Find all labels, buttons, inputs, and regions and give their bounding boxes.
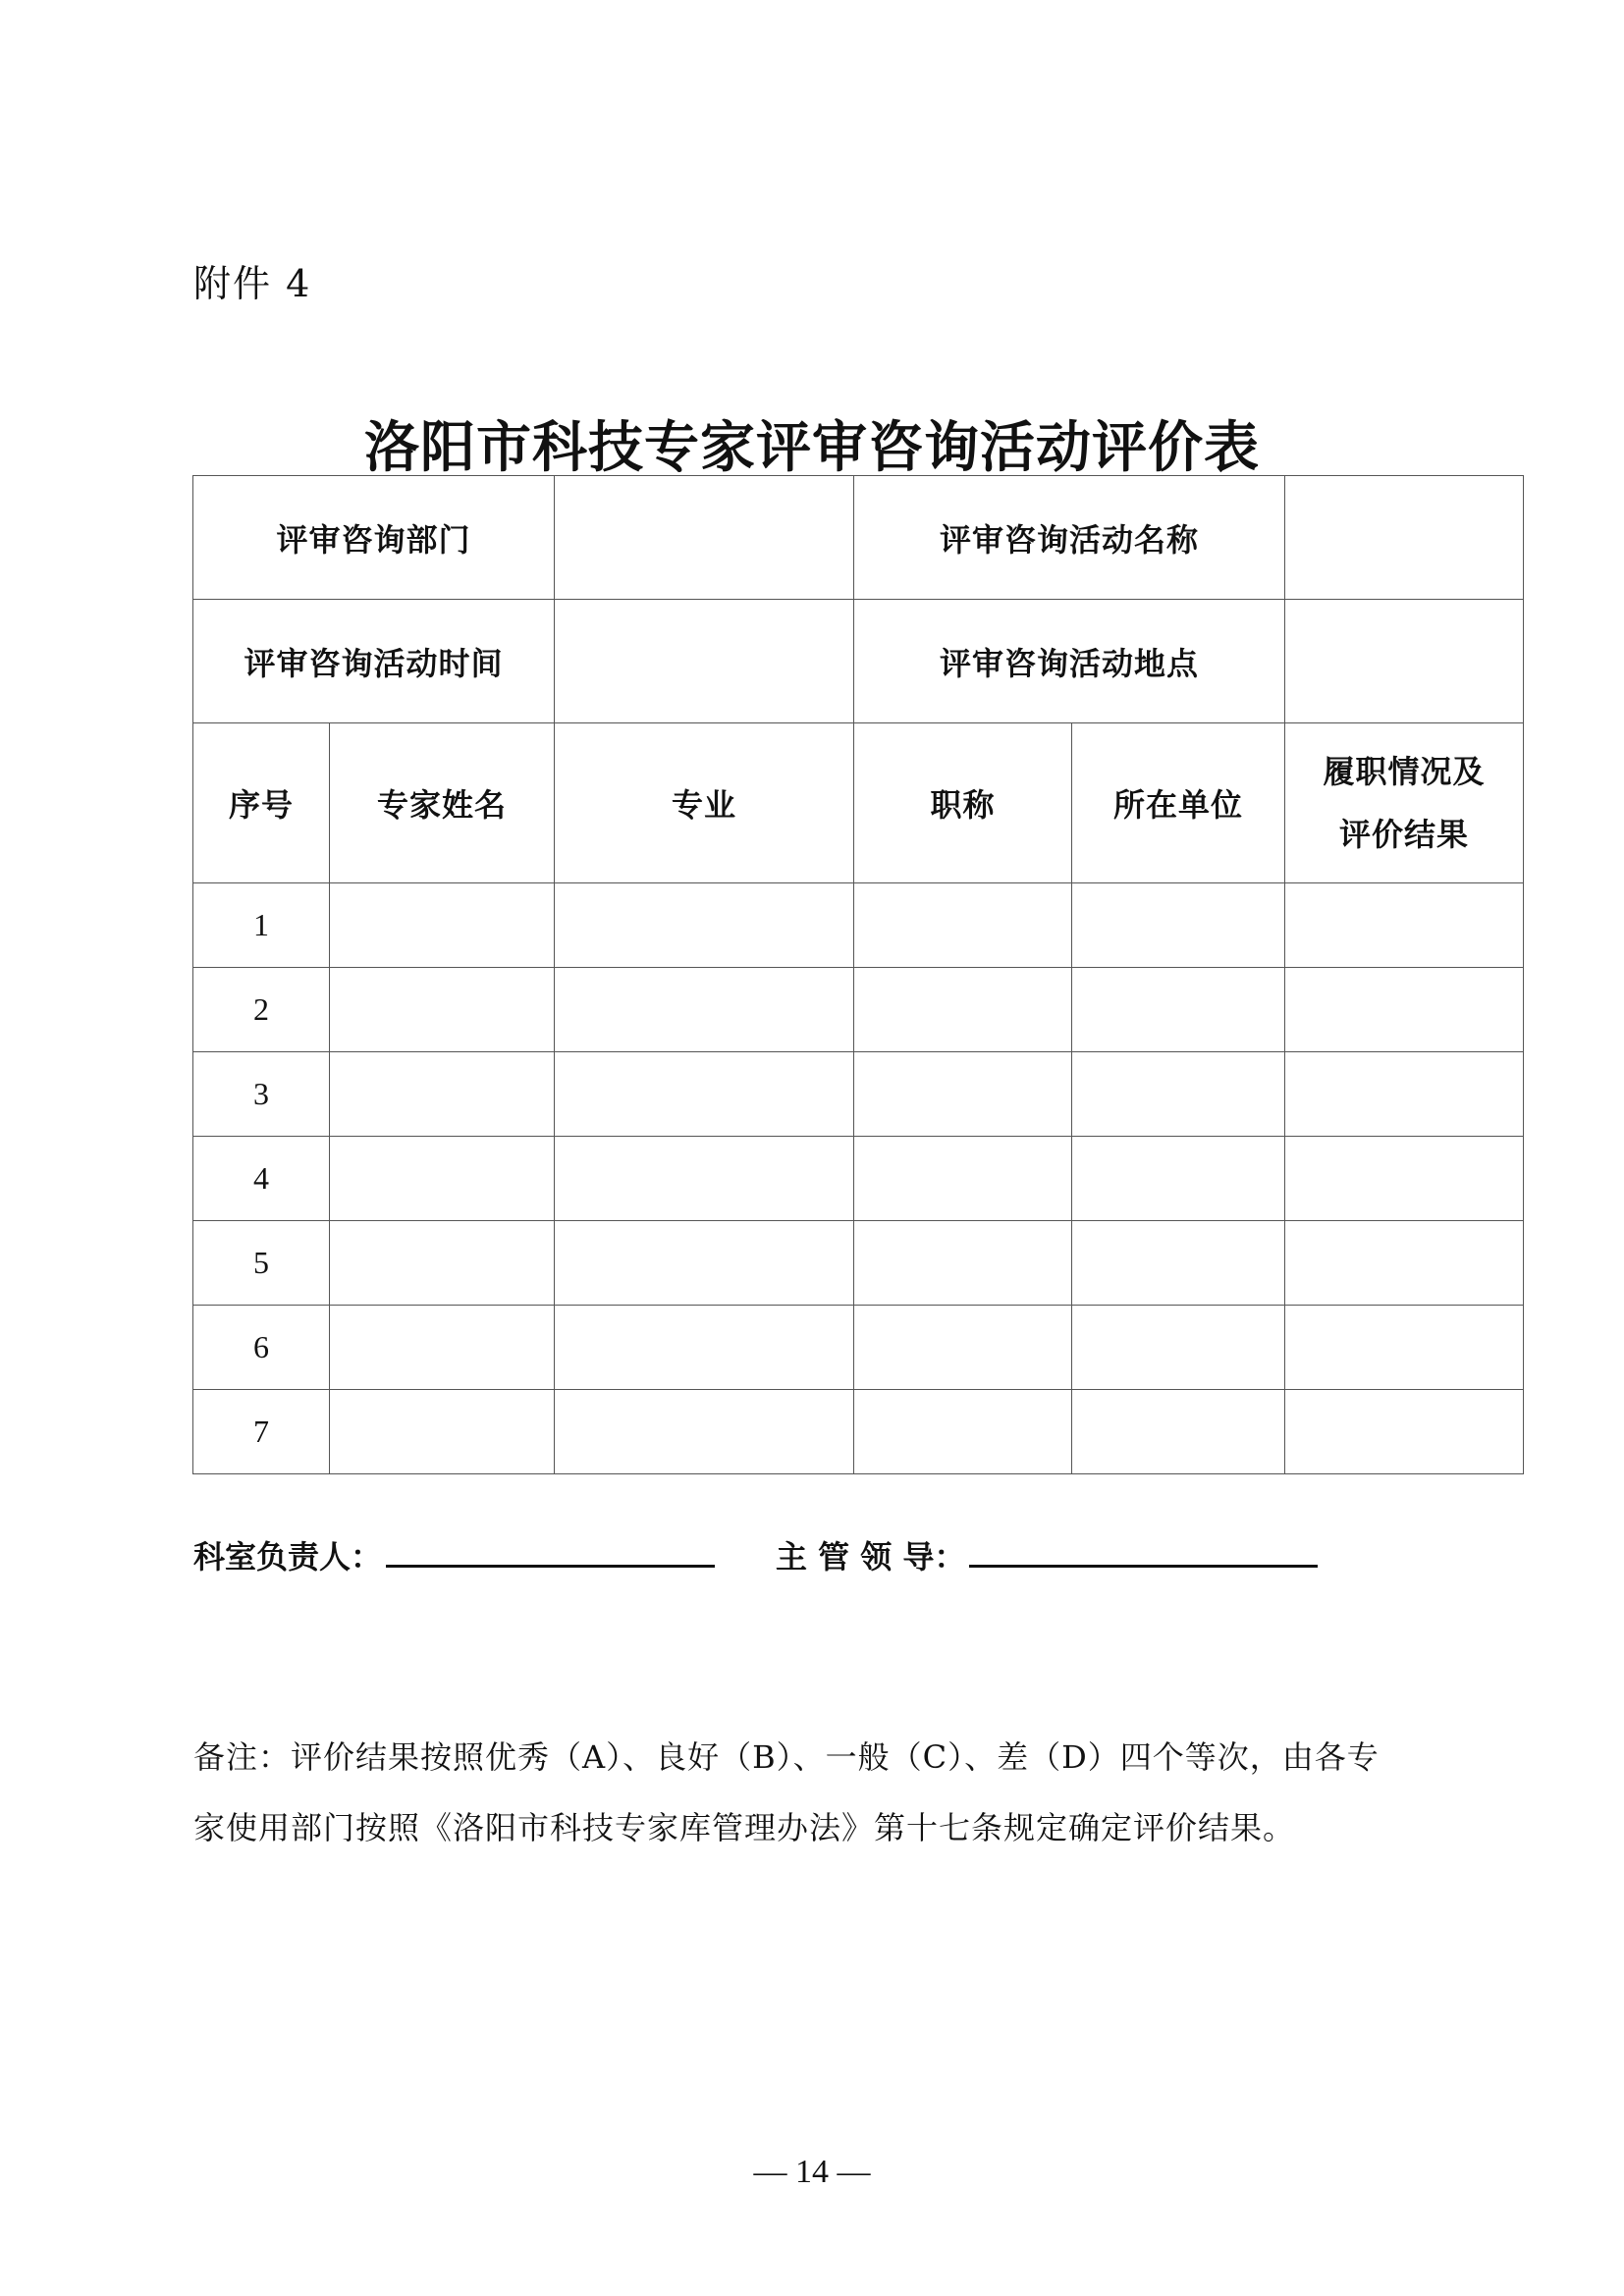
major-cell[interactable] xyxy=(555,883,854,968)
evaluation-cell[interactable] xyxy=(1285,968,1524,1052)
header-evaluation-line2: 评价结果 xyxy=(1339,816,1470,853)
department-label: 评审咨询部门 xyxy=(193,476,555,600)
major-cell[interactable] xyxy=(555,1390,854,1474)
title-cell[interactable] xyxy=(854,1390,1072,1474)
department-value[interactable] xyxy=(555,476,854,600)
expert-name-cell[interactable] xyxy=(330,968,555,1052)
major-cell[interactable] xyxy=(555,968,854,1052)
row-index: 7 xyxy=(193,1390,330,1474)
unit-cell[interactable] xyxy=(1072,1052,1285,1137)
expert-name-cell[interactable] xyxy=(330,1052,555,1137)
leader-signature-line[interactable] xyxy=(969,1531,1318,1568)
title-cell[interactable] xyxy=(854,883,1072,968)
activity-name-label: 评审咨询活动名称 xyxy=(854,476,1285,600)
header-major: 专业 xyxy=(555,723,854,883)
evaluation-table xyxy=(192,475,1524,1474)
table-row xyxy=(193,883,1524,968)
evaluation-cell[interactable] xyxy=(1285,1221,1524,1306)
header-title: 职称 xyxy=(854,723,1072,883)
activity-place-label: 评审咨询活动地点 xyxy=(854,600,1285,723)
attachment-label: 附件 4 xyxy=(193,262,312,305)
row-index: 2 xyxy=(193,968,330,1052)
info-row-time xyxy=(193,600,1524,723)
header-expert-name: 专家姓名 xyxy=(330,723,555,883)
column-header-row xyxy=(193,723,1524,883)
section-head-signature-line[interactable] xyxy=(386,1531,715,1568)
major-cell[interactable] xyxy=(555,1221,854,1306)
major-cell[interactable] xyxy=(555,1052,854,1137)
section-head-signature xyxy=(193,1531,715,1577)
header-unit: 所在单位 xyxy=(1072,723,1285,883)
evaluation-cell[interactable] xyxy=(1285,883,1524,968)
row-index: 5 xyxy=(193,1221,330,1306)
unit-cell[interactable] xyxy=(1072,883,1285,968)
table-row xyxy=(193,968,1524,1052)
expert-name-cell[interactable] xyxy=(330,1390,555,1474)
title-cell[interactable] xyxy=(854,1137,1072,1221)
major-cell[interactable] xyxy=(555,1306,854,1390)
evaluation-cell[interactable] xyxy=(1285,1052,1524,1137)
table-row xyxy=(193,1137,1524,1221)
unit-cell[interactable] xyxy=(1072,1390,1285,1474)
title-cell[interactable] xyxy=(854,1306,1072,1390)
unit-cell[interactable] xyxy=(1072,1306,1285,1390)
expert-name-cell[interactable] xyxy=(330,883,555,968)
activity-time-label: 评审咨询活动时间 xyxy=(193,600,555,723)
evaluation-cell[interactable] xyxy=(1285,1390,1524,1474)
remark-line-1: 备注：评价结果按照优秀（A）、良好（B）、一般（C）、差（D）四个等次，由各专 xyxy=(193,1738,1380,1776)
page-number: — 14 — xyxy=(753,2154,871,2190)
table-row xyxy=(193,1306,1524,1390)
evaluation-cell[interactable] xyxy=(1285,1137,1524,1221)
title-cell[interactable] xyxy=(854,1221,1072,1306)
major-cell[interactable] xyxy=(555,1137,854,1221)
unit-cell[interactable] xyxy=(1072,1221,1285,1306)
header-index: 序号 xyxy=(193,723,330,883)
leader-signature xyxy=(776,1531,1318,1577)
remark-note xyxy=(193,1722,1470,1863)
header-evaluation xyxy=(1285,723,1524,883)
title-cell[interactable] xyxy=(854,968,1072,1052)
unit-cell[interactable] xyxy=(1072,1137,1285,1221)
activity-name-value[interactable] xyxy=(1285,476,1524,600)
expert-name-cell[interactable] xyxy=(330,1306,555,1390)
evaluation-cell[interactable] xyxy=(1285,1306,1524,1390)
info-row-department xyxy=(193,476,1524,600)
header-evaluation-line1: 履职情况及 xyxy=(1323,753,1486,790)
activity-time-value[interactable] xyxy=(555,600,854,723)
document-title: 洛阳市科技专家评审咨询活动评价表 xyxy=(364,416,1260,480)
leader-label: 主 管 领 导： xyxy=(776,1538,966,1575)
table-row xyxy=(193,1390,1524,1474)
row-index: 6 xyxy=(193,1306,330,1390)
title-cell[interactable] xyxy=(854,1052,1072,1137)
row-index: 4 xyxy=(193,1137,330,1221)
section-head-label: 科室负责人： xyxy=(193,1538,383,1575)
unit-cell[interactable] xyxy=(1072,968,1285,1052)
activity-place-value[interactable] xyxy=(1285,600,1524,723)
expert-name-cell[interactable] xyxy=(330,1221,555,1306)
table-row xyxy=(193,1221,1524,1306)
row-index: 3 xyxy=(193,1052,330,1137)
remark-line-2: 家使用部门按照《洛阳市科技专家库管理办法》第十七条规定确定评价结果。 xyxy=(193,1809,1296,1846)
expert-name-cell[interactable] xyxy=(330,1137,555,1221)
table-row xyxy=(193,1052,1524,1137)
row-index: 1 xyxy=(193,883,330,968)
